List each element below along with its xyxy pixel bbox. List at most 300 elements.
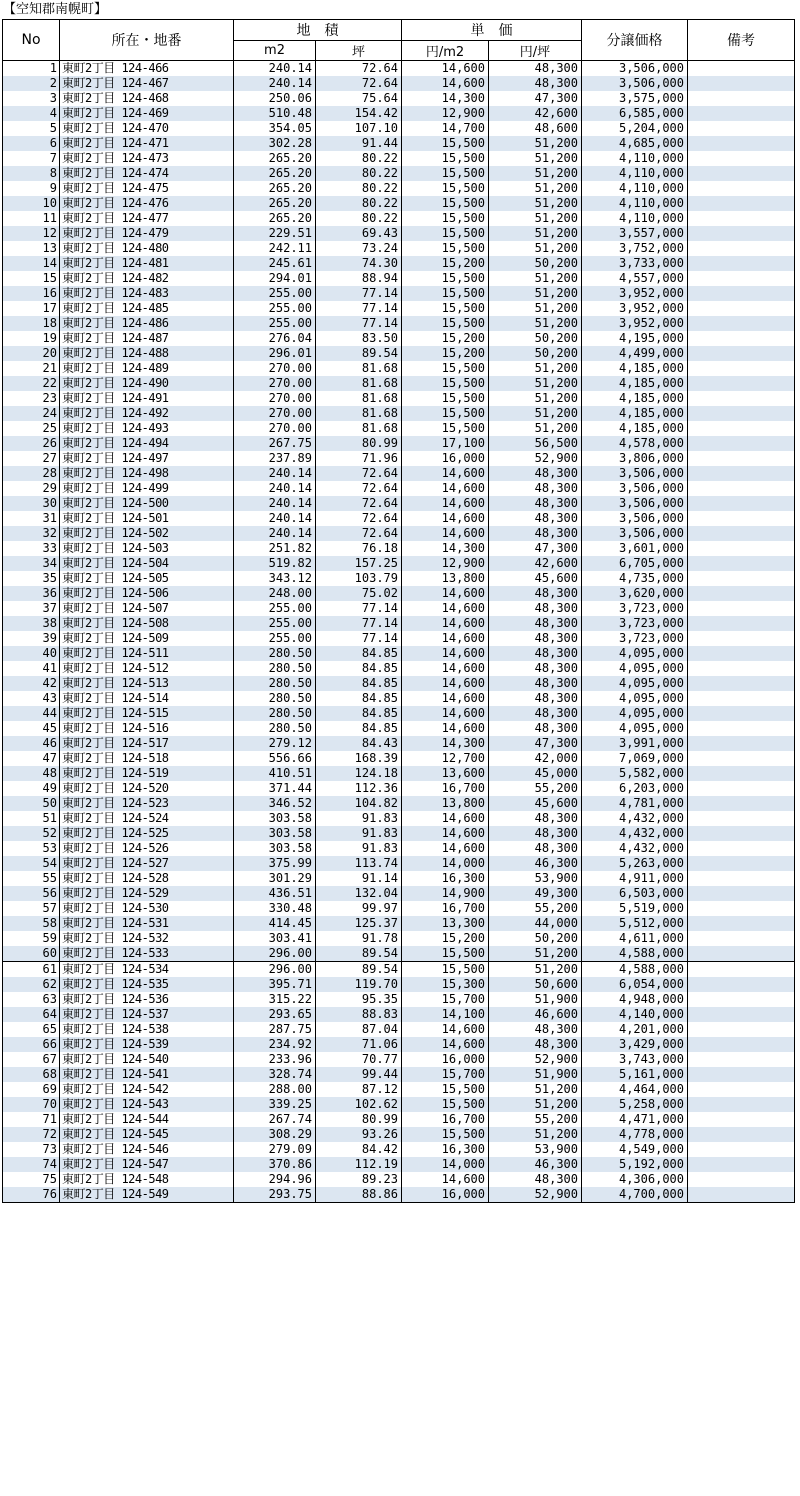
row-sale-price: 3,752,000 [582,241,688,256]
row-location: 東町2丁目 124-525 [60,826,234,841]
row-price-tsubo: 48,300 [489,526,582,541]
row-area-m2: 240.14 [234,61,316,77]
row-sale-price: 4,095,000 [582,646,688,661]
row-no: 48 [3,766,60,781]
row-price-tsubo: 47,300 [489,736,582,751]
row-price-tsubo: 51,900 [489,1067,582,1082]
row-price-tsubo: 51,200 [489,286,582,301]
row-location: 東町2丁目 124-477 [60,211,234,226]
row-price-m2: 14,000 [402,856,489,871]
row-sale-price: 4,185,000 [582,361,688,376]
table-row [3,886,795,901]
row-price-tsubo: 56,500 [489,436,582,451]
table-row [3,916,795,931]
row-location: 東町2丁目 124-526 [60,841,234,856]
table-row [3,541,795,556]
row-location: 東町2丁目 124-536 [60,992,234,1007]
row-price-m2: 15,500 [402,166,489,181]
row-price-m2: 14,600 [402,586,489,601]
row-remarks [688,992,795,1007]
row-location: 東町2丁目 124-528 [60,871,234,886]
row-remarks [688,1037,795,1052]
row-location: 東町2丁目 124-506 [60,586,234,601]
row-area-tsubo: 76.18 [316,541,402,556]
row-remarks [688,346,795,361]
row-price-tsubo: 50,200 [489,931,582,946]
row-no: 52 [3,826,60,841]
table-row [3,436,795,451]
row-price-m2: 14,600 [402,661,489,676]
row-area-tsubo: 95.35 [316,992,402,1007]
row-remarks [688,931,795,946]
row-price-m2: 15,200 [402,331,489,346]
row-area-tsubo: 113.74 [316,856,402,871]
table-row [3,601,795,616]
row-location: 東町2丁目 124-547 [60,1157,234,1172]
row-price-tsubo: 48,300 [489,811,582,826]
row-area-tsubo: 72.64 [316,466,402,481]
table-row [3,676,795,691]
row-no: 18 [3,316,60,331]
row-price-tsubo: 50,600 [489,977,582,992]
row-price-tsubo: 48,300 [489,511,582,526]
row-no: 40 [3,646,60,661]
row-sale-price: 7,069,000 [582,751,688,766]
row-no: 58 [3,916,60,931]
row-sale-price: 3,952,000 [582,286,688,301]
row-location: 東町2丁目 124-494 [60,436,234,451]
row-price-tsubo: 48,300 [489,826,582,841]
row-remarks [688,977,795,992]
header-price-tsubo: 円/坪 [489,41,582,61]
row-price-m2: 14,600 [402,811,489,826]
row-no: 61 [3,962,60,978]
row-price-tsubo: 48,300 [489,601,582,616]
row-remarks [688,481,795,496]
row-remarks [688,76,795,91]
row-location: 東町2丁目 124-493 [60,421,234,436]
row-sale-price: 5,519,000 [582,901,688,916]
row-price-tsubo: 51,200 [489,421,582,436]
row-location: 東町2丁目 124-483 [60,286,234,301]
row-sale-price: 4,557,000 [582,271,688,286]
row-price-m2: 15,500 [402,406,489,421]
row-area-tsubo: 73.24 [316,241,402,256]
row-area-tsubo: 119.70 [316,977,402,992]
row-remarks [688,962,795,978]
row-location: 東町2丁目 124-487 [60,331,234,346]
row-area-tsubo: 81.68 [316,406,402,421]
row-no: 62 [3,977,60,992]
row-sale-price: 4,911,000 [582,871,688,886]
row-area-m2: 229.51 [234,226,316,241]
row-no: 51 [3,811,60,826]
row-location: 東町2丁目 124-503 [60,541,234,556]
row-price-tsubo: 48,600 [489,121,582,136]
row-area-tsubo: 125.37 [316,916,402,931]
row-area-m2: 270.00 [234,421,316,436]
row-price-tsubo: 46,600 [489,1007,582,1022]
page-title: 【空知郡南幌町】 [3,2,108,17]
row-no: 47 [3,751,60,766]
row-price-m2: 16,700 [402,1112,489,1127]
row-area-tsubo: 84.42 [316,1142,402,1157]
row-area-tsubo: 75.64 [316,91,402,106]
row-area-m2: 339.25 [234,1097,316,1112]
row-area-tsubo: 80.99 [316,1112,402,1127]
row-area-m2: 410.51 [234,766,316,781]
table-row [3,301,795,316]
row-area-m2: 303.58 [234,826,316,841]
row-price-m2: 15,500 [402,271,489,286]
row-location: 東町2丁目 124-505 [60,571,234,586]
row-price-tsubo: 48,300 [489,841,582,856]
row-price-m2: 14,600 [402,1022,489,1037]
row-price-tsubo: 53,900 [489,1142,582,1157]
row-area-tsubo: 112.19 [316,1157,402,1172]
row-area-tsubo: 80.99 [316,436,402,451]
table-row [3,226,795,241]
row-area-tsubo: 77.14 [316,316,402,331]
row-sale-price: 4,578,000 [582,436,688,451]
row-area-tsubo: 77.14 [316,601,402,616]
row-price-m2: 14,300 [402,736,489,751]
row-price-tsubo: 48,300 [489,706,582,721]
row-location: 東町2丁目 124-517 [60,736,234,751]
row-area-m2: 280.50 [234,661,316,676]
row-sale-price: 4,110,000 [582,196,688,211]
row-price-tsubo: 51,200 [489,406,582,421]
row-price-m2: 16,300 [402,1142,489,1157]
row-no: 15 [3,271,60,286]
row-location: 東町2丁目 124-471 [60,136,234,151]
row-sale-price: 4,432,000 [582,826,688,841]
row-no: 44 [3,706,60,721]
row-sale-price: 6,585,000 [582,106,688,121]
row-sale-price: 4,185,000 [582,376,688,391]
table-row [3,871,795,886]
row-sale-price: 4,110,000 [582,181,688,196]
header-no: No [3,20,60,61]
row-remarks [688,766,795,781]
row-area-m2: 346.52 [234,796,316,811]
row-sale-price: 4,095,000 [582,706,688,721]
row-price-tsubo: 51,200 [489,376,582,391]
row-remarks [688,121,795,136]
row-remarks [688,196,795,211]
row-sale-price: 5,263,000 [582,856,688,871]
row-area-m2: 240.14 [234,496,316,511]
row-price-tsubo: 51,200 [489,316,582,331]
row-location: 東町2丁目 124-507 [60,601,234,616]
row-location: 東町2丁目 124-523 [60,796,234,811]
row-area-tsubo: 75.02 [316,586,402,601]
table-row [3,781,795,796]
row-area-m2: 280.50 [234,676,316,691]
row-price-m2: 15,500 [402,1127,489,1142]
row-price-m2: 14,600 [402,61,489,77]
row-remarks [688,376,795,391]
row-price-m2: 14,600 [402,526,489,541]
row-area-m2: 265.20 [234,166,316,181]
row-price-m2: 13,600 [402,766,489,781]
row-area-tsubo: 91.83 [316,811,402,826]
row-no: 60 [3,946,60,962]
table-row [3,1187,795,1203]
row-sale-price: 6,503,000 [582,886,688,901]
row-area-m2: 255.00 [234,616,316,631]
row-remarks [688,811,795,826]
row-no: 29 [3,481,60,496]
row-remarks [688,631,795,646]
row-sale-price: 5,582,000 [582,766,688,781]
row-no: 30 [3,496,60,511]
row-price-m2: 15,500 [402,376,489,391]
header-area-m2: m2 [234,41,316,61]
row-area-m2: 255.00 [234,316,316,331]
row-price-m2: 15,700 [402,1067,489,1082]
row-price-tsubo: 51,200 [489,136,582,151]
row-area-m2: 270.00 [234,406,316,421]
row-area-m2: 371.44 [234,781,316,796]
table-row [3,271,795,286]
row-remarks [688,106,795,121]
row-area-tsubo: 84.85 [316,706,402,721]
row-area-tsubo: 107.10 [316,121,402,136]
row-price-m2: 15,500 [402,211,489,226]
row-area-tsubo: 70.77 [316,1052,402,1067]
row-price-m2: 14,000 [402,1157,489,1172]
row-no: 9 [3,181,60,196]
row-price-tsubo: 46,300 [489,856,582,871]
row-location: 東町2丁目 124-520 [60,781,234,796]
row-sale-price: 4,432,000 [582,811,688,826]
row-no: 49 [3,781,60,796]
table-row [3,196,795,211]
row-price-m2: 13,800 [402,796,489,811]
row-remarks [688,451,795,466]
table-row [3,76,795,91]
row-area-m2: 354.05 [234,121,316,136]
row-area-m2: 279.12 [234,736,316,751]
table-row [3,511,795,526]
row-sale-price: 4,110,000 [582,166,688,181]
header-area: 地 積 [234,20,402,41]
row-remarks [688,781,795,796]
row-price-m2: 16,700 [402,781,489,796]
row-no: 50 [3,796,60,811]
row-sale-price: 6,054,000 [582,977,688,992]
row-price-tsubo: 53,900 [489,871,582,886]
row-remarks [688,1097,795,1112]
row-price-m2: 14,600 [402,481,489,496]
row-price-tsubo: 51,200 [489,241,582,256]
row-remarks [688,751,795,766]
row-location: 東町2丁目 124-481 [60,256,234,271]
row-area-tsubo: 72.64 [316,526,402,541]
row-area-tsubo: 99.97 [316,901,402,916]
row-no: 16 [3,286,60,301]
table-row [3,136,795,151]
row-location: 東町2丁目 124-485 [60,301,234,316]
row-price-m2: 15,700 [402,992,489,1007]
row-no: 59 [3,931,60,946]
row-sale-price: 5,161,000 [582,1067,688,1082]
row-area-m2: 265.20 [234,151,316,166]
row-price-tsubo: 48,300 [489,1172,582,1187]
row-remarks [688,271,795,286]
row-remarks [688,856,795,871]
row-sale-price: 5,204,000 [582,121,688,136]
table-row [3,992,795,1007]
row-area-m2: 288.00 [234,1082,316,1097]
row-remarks [688,361,795,376]
row-remarks [688,241,795,256]
row-remarks [688,1082,795,1097]
row-sale-price: 4,110,000 [582,151,688,166]
row-sale-price: 4,185,000 [582,421,688,436]
row-price-m2: 14,600 [402,1037,489,1052]
row-sale-price: 4,110,000 [582,211,688,226]
row-area-m2: 270.00 [234,391,316,406]
row-location: 東町2丁目 124-519 [60,766,234,781]
row-price-tsubo: 48,300 [489,691,582,706]
row-no: 22 [3,376,60,391]
table-row [3,1052,795,1067]
row-area-tsubo: 80.22 [316,166,402,181]
table-row [3,1112,795,1127]
row-remarks [688,496,795,511]
row-sale-price: 4,735,000 [582,571,688,586]
row-sale-price: 5,512,000 [582,916,688,931]
row-area-tsubo: 72.64 [316,61,402,77]
table-row [3,181,795,196]
row-price-tsubo: 52,900 [489,451,582,466]
row-no: 66 [3,1037,60,1052]
row-area-m2: 267.75 [234,436,316,451]
row-remarks [688,301,795,316]
row-area-tsubo: 72.64 [316,76,402,91]
row-location: 東町2丁目 124-544 [60,1112,234,1127]
row-no: 53 [3,841,60,856]
row-remarks [688,226,795,241]
row-remarks [688,1067,795,1082]
row-price-tsubo: 55,200 [489,781,582,796]
row-price-m2: 14,600 [402,496,489,511]
row-remarks [688,1022,795,1037]
row-location: 東町2丁目 124-535 [60,977,234,992]
row-area-m2: 303.41 [234,931,316,946]
table-body [3,61,795,1203]
row-remarks [688,1142,795,1157]
row-price-m2: 15,500 [402,391,489,406]
row-area-tsubo: 103.79 [316,571,402,586]
table-row [3,962,795,978]
row-area-m2: 255.00 [234,631,316,646]
row-no: 70 [3,1097,60,1112]
row-no: 33 [3,541,60,556]
row-no: 27 [3,451,60,466]
row-remarks [688,826,795,841]
table-row [3,1022,795,1037]
row-price-m2: 15,200 [402,931,489,946]
row-location: 東町2丁目 124-530 [60,901,234,916]
row-no: 19 [3,331,60,346]
row-no: 26 [3,436,60,451]
row-location: 東町2丁目 124-504 [60,556,234,571]
row-area-tsubo: 88.83 [316,1007,402,1022]
row-remarks [688,571,795,586]
row-sale-price: 4,778,000 [582,1127,688,1142]
row-no: 5 [3,121,60,136]
row-price-tsubo: 51,200 [489,211,582,226]
table-row [3,451,795,466]
row-price-tsubo: 48,300 [489,1037,582,1052]
row-area-m2: 414.45 [234,916,316,931]
lot-price-table [2,19,795,1203]
row-no: 35 [3,571,60,586]
row-remarks [688,661,795,676]
row-area-m2: 279.09 [234,1142,316,1157]
row-remarks [688,616,795,631]
table-row [3,151,795,166]
row-area-m2: 287.75 [234,1022,316,1037]
row-remarks [688,1157,795,1172]
row-area-m2: 296.00 [234,962,316,978]
row-no: 24 [3,406,60,421]
header-area-tsubo: 坪 [316,41,402,61]
row-price-tsubo: 50,200 [489,331,582,346]
row-no: 65 [3,1022,60,1037]
row-location: 東町2丁目 124-501 [60,511,234,526]
row-remarks [688,151,795,166]
row-no: 32 [3,526,60,541]
row-price-tsubo: 50,200 [489,256,582,271]
row-no: 36 [3,586,60,601]
table-row [3,766,795,781]
row-location: 東町2丁目 124-518 [60,751,234,766]
table-row [3,977,795,992]
row-area-m2: 370.86 [234,1157,316,1172]
table-row [3,1127,795,1142]
table-row [3,121,795,136]
row-area-tsubo: 91.44 [316,136,402,151]
row-price-tsubo: 51,200 [489,196,582,211]
row-sale-price: 3,723,000 [582,601,688,616]
row-area-tsubo: 69.43 [316,226,402,241]
row-sale-price: 3,601,000 [582,541,688,556]
row-area-tsubo: 84.43 [316,736,402,751]
row-area-tsubo: 71.96 [316,451,402,466]
row-remarks [688,676,795,691]
row-price-tsubo: 48,300 [489,76,582,91]
row-price-tsubo: 51,200 [489,962,582,978]
row-price-tsubo: 51,900 [489,992,582,1007]
row-area-m2: 330.48 [234,901,316,916]
row-price-m2: 16,700 [402,901,489,916]
row-no: 7 [3,151,60,166]
row-sale-price: 4,700,000 [582,1187,688,1203]
header-location: 所在・地番 [60,20,234,61]
row-remarks [688,526,795,541]
row-price-tsubo: 52,900 [489,1052,582,1067]
row-location: 東町2丁目 124-542 [60,1082,234,1097]
row-remarks [688,421,795,436]
row-area-tsubo: 84.85 [316,646,402,661]
row-remarks [688,796,795,811]
table-row [3,91,795,106]
row-area-m2: 293.75 [234,1187,316,1203]
